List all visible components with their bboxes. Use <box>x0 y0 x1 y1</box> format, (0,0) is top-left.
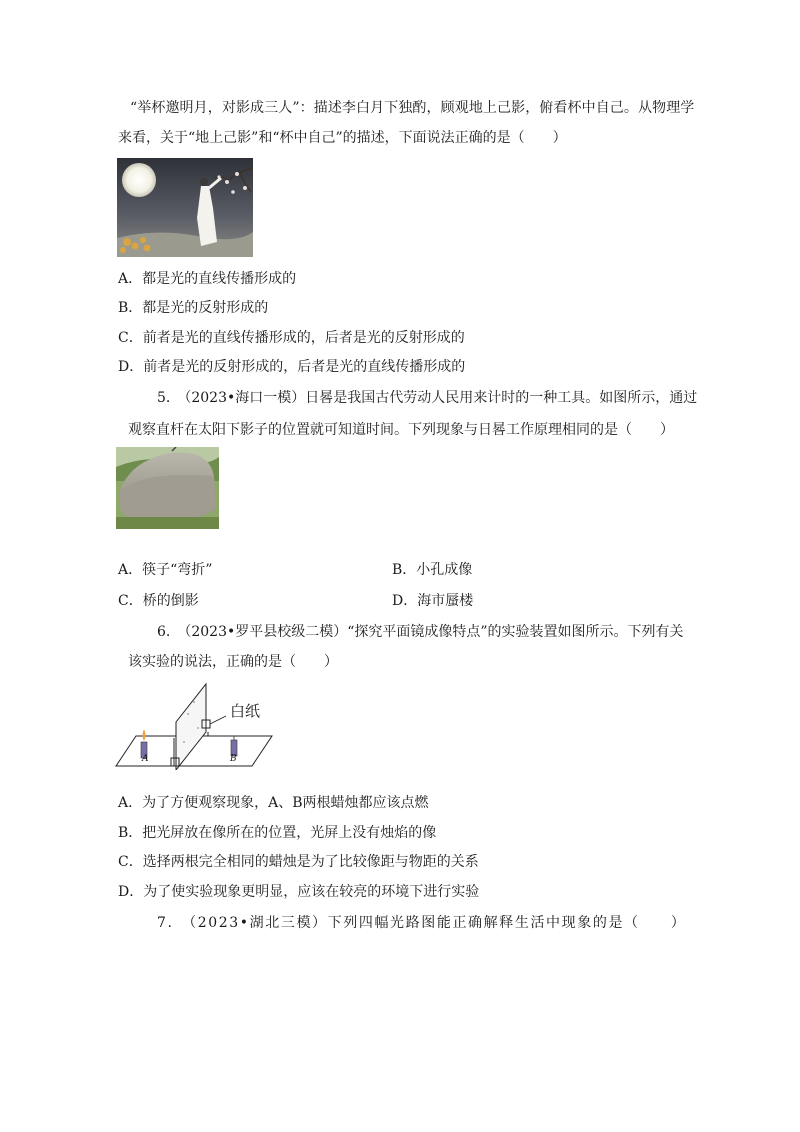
q4-option-a: A．都是光的直线传播形成的 <box>118 271 297 287</box>
q5-option-a: A．筷子“弯折” <box>118 562 213 578</box>
q5-option-d: D．海市蜃楼 <box>392 593 474 609</box>
q6-stem-line2: 该实验的说法，正确的是（ ） <box>128 654 338 670</box>
q6-candle-label-b: B <box>230 754 237 764</box>
q6-option-c: C．选择两根完全相同的蜡烛是为了比较像距与物距的关系 <box>118 854 479 870</box>
q5-sundial-photo <box>116 447 219 529</box>
q4-option-c: C．前者是光的直线传播形成的，后者是光的反射形成的 <box>118 330 465 346</box>
q5-option-b: B．小孔成像 <box>392 562 473 578</box>
q4-option-b: B．都是光的反射形成的 <box>118 300 269 316</box>
q5-stem-line1: 5. （2023•海口一模）日晷是我国古代劳动人民用来计时的一种工具。如图所示，通过 <box>157 390 698 406</box>
q5-stem-line2: 观察直杆在太阳下影子的位置就可知道时间。下列现象与日晷工作原理相同的是（ ） <box>128 422 674 438</box>
q6-mirror-experiment-diagram <box>114 680 274 770</box>
q6-candle-label-a: A <box>142 754 149 764</box>
q6-paper-label: 白纸 <box>230 702 261 720</box>
q4-moon-poet-illustration <box>117 158 253 257</box>
q6-option-a: A．为了方便观察现象，A、B两根蜡烛都应该点燃 <box>118 795 429 811</box>
q4-option-d: D．前者是光的反射形成的，后者是光的直线传播形成的 <box>118 359 466 375</box>
q6-option-b: B．把光屏放在像所在的位置，光屏上没有烛焰的像 <box>118 825 437 841</box>
q7-stem-line1: 7. （2023•湖北三模）下列四幅光路图能正确解释生活中现象的是（ ） <box>157 915 687 931</box>
q6-option-d: D．为了使实验现象更明显，应该在较亮的环境下进行实验 <box>118 884 480 900</box>
q6-stem-line1: 6. （2023•罗平县校级二模）“探究平面镜成像特点”的实验装置如图所示。下列有关 <box>157 624 684 640</box>
q5-option-c: C．桥的倒影 <box>118 593 199 609</box>
q4-stem-line1: “举杯邀明月，对影成三人”：描述李白月下独酌，顾观地上己影，俯看杯中自己。从物理学 <box>130 100 695 116</box>
q4-stem-line2: 来看，关于“地上己影”和“杯中自己”的描述，下面说法正确的是（ ） <box>118 130 567 146</box>
